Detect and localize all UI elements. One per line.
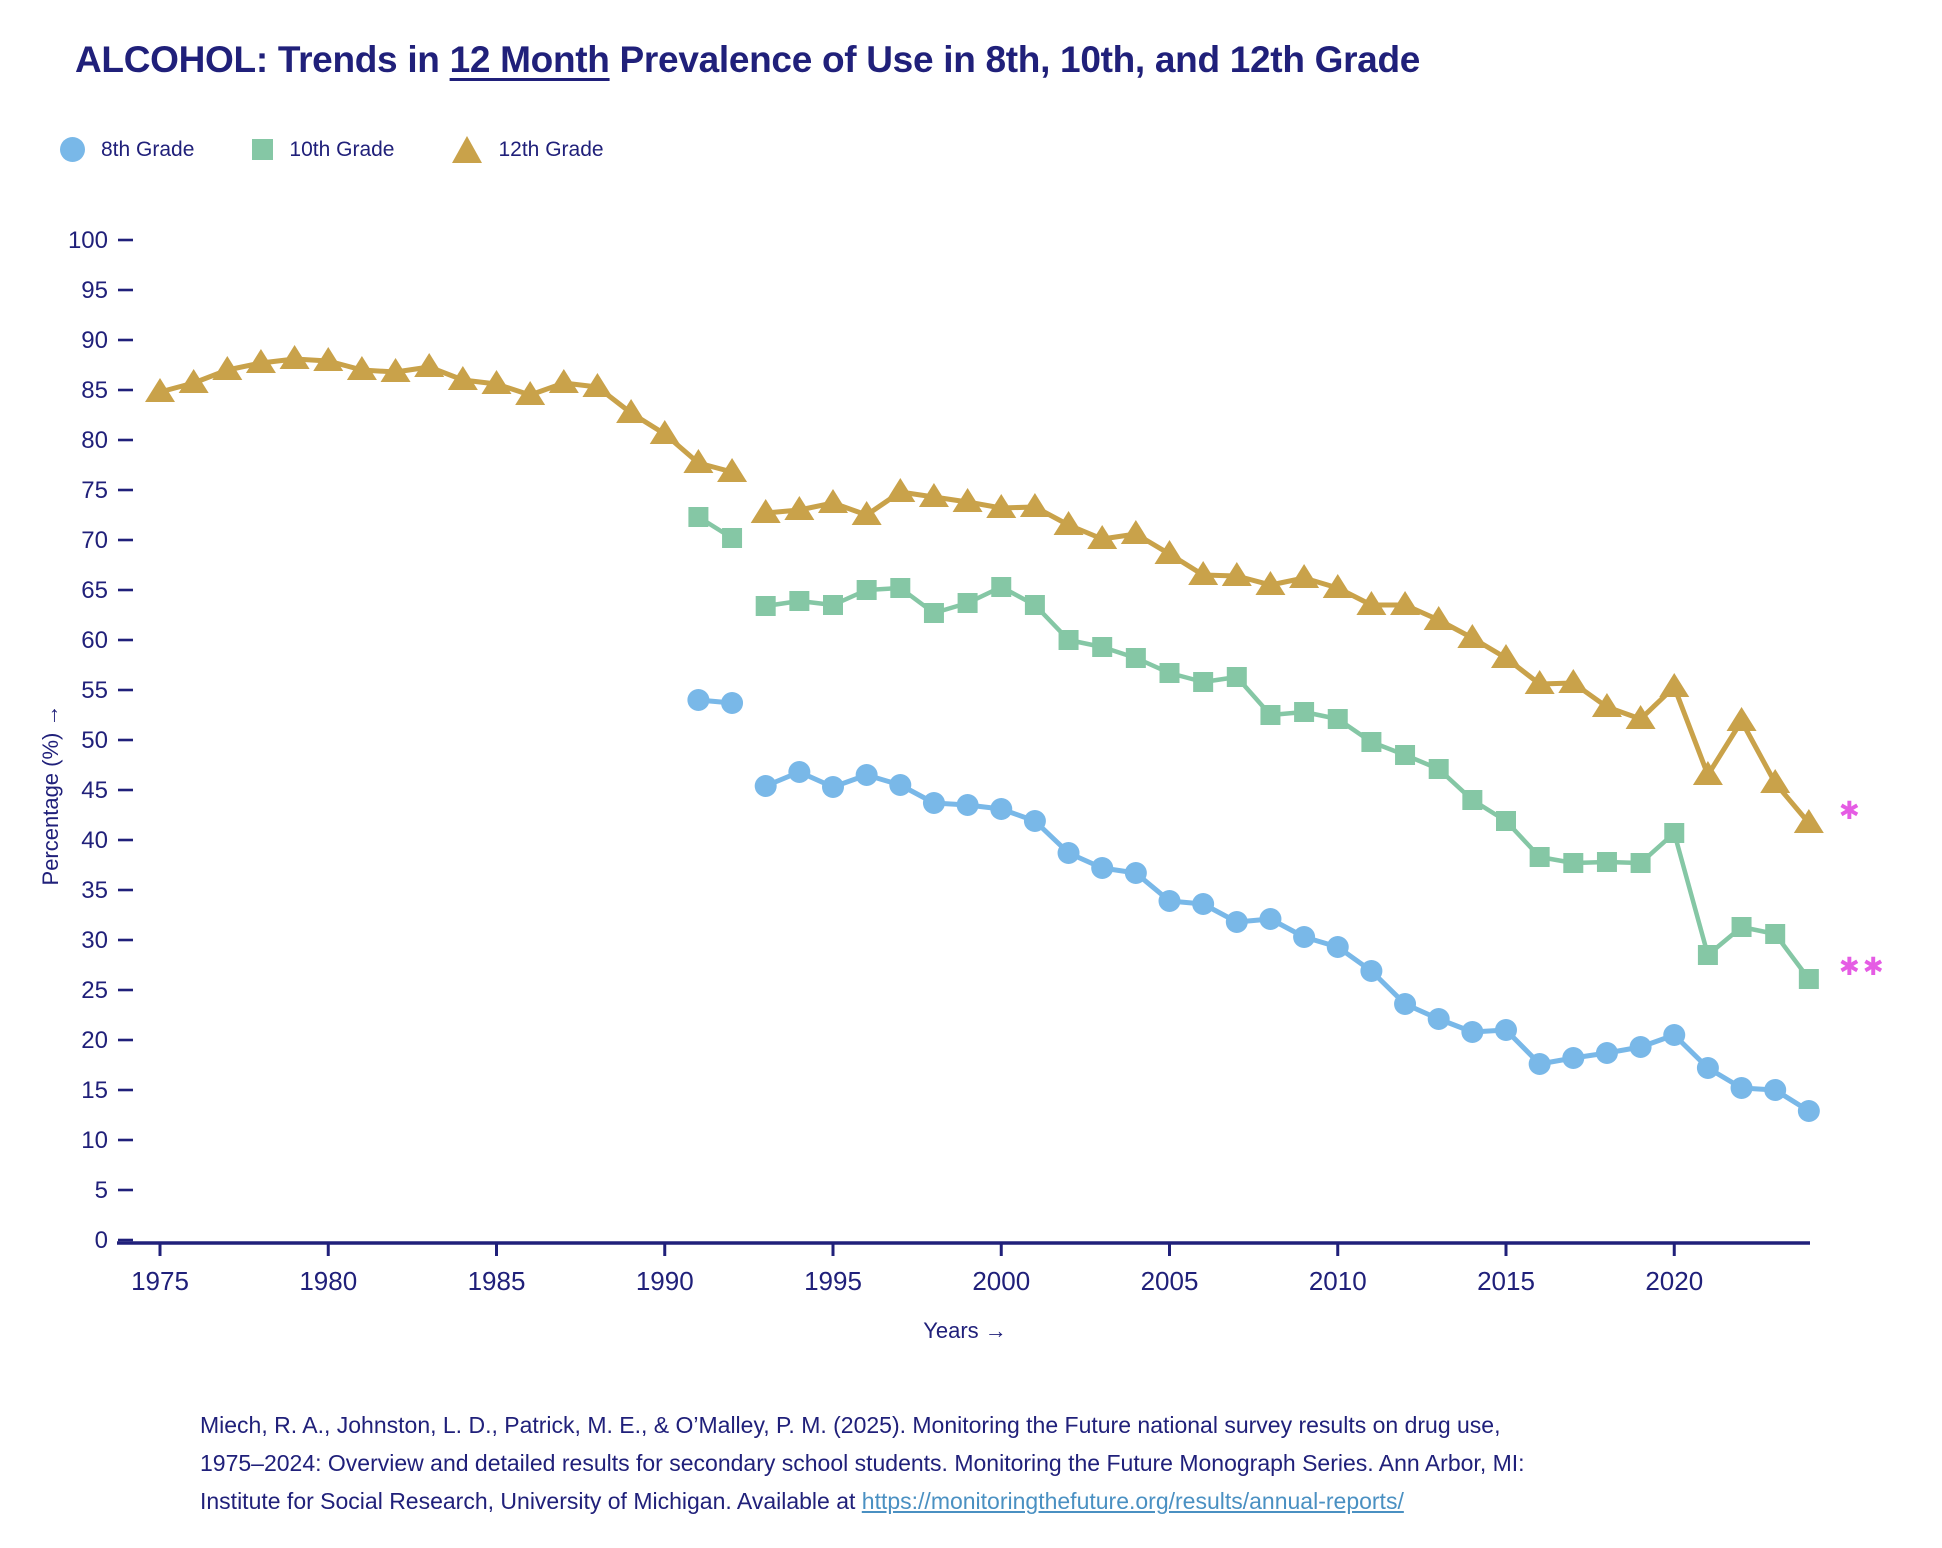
- legend-label-8th-grade: 8th Grade: [101, 137, 195, 161]
- series-8th-grade: [687, 689, 1819, 1122]
- page-title-part1: ALCOHOL: Trends in: [75, 38, 450, 80]
- svg-text:55: 55: [81, 677, 108, 704]
- citation-line-2: 1975–2024: Overview and detailed results for secondary school students. Monitoring the Future Monograph Series. Ann Arbor, MI:: [200, 1450, 1525, 1476]
- x-axis-label: Years →: [923, 1318, 1007, 1343]
- svg-text:25: 25: [81, 977, 108, 1004]
- page-title-part3: Prevalence of Use in 8th, 10th, and 12th Grade: [609, 38, 1421, 80]
- svg-text:75: 75: [81, 477, 108, 504]
- svg-text:2020: 2020: [1645, 1266, 1704, 1296]
- svg-text:100: 100: [67, 227, 108, 254]
- svg-text:1975: 1975: [131, 1266, 189, 1296]
- svg-text:2015: 2015: [1477, 1266, 1535, 1296]
- svg-text:1995: 1995: [804, 1266, 862, 1296]
- footnote-marker: ✱✱: [1838, 952, 1887, 981]
- svg-text:20: 20: [81, 1027, 108, 1054]
- svg-text:45: 45: [81, 777, 108, 804]
- legend-label-12th-grade: 12th Grade: [498, 137, 604, 161]
- svg-text:50: 50: [81, 727, 108, 754]
- svg-text:40: 40: [81, 827, 108, 854]
- svg-text:1980: 1980: [299, 1266, 358, 1296]
- citation: [200, 1406, 1620, 1520]
- svg-text:35: 35: [81, 877, 108, 904]
- svg-text:65: 65: [81, 577, 108, 604]
- citation-line-3: [200, 1482, 1620, 1520]
- svg-text:2005: 2005: [1140, 1266, 1199, 1296]
- svg-text:2000: 2000: [972, 1266, 1031, 1296]
- footnote-marker: ✱: [1838, 796, 1863, 825]
- svg-text:70: 70: [81, 527, 108, 554]
- citation-link[interactable]: https://monitoringthefuture.org/results/annual-reports/: [861, 1488, 1404, 1514]
- svg-text:90: 90: [81, 327, 108, 354]
- legend-label-10th-grade: 10th Grade: [289, 137, 395, 161]
- svg-text:10: 10: [81, 1127, 108, 1154]
- svg-text:2010: 2010: [1308, 1266, 1367, 1296]
- page-title-underlined: 12 Month: [449, 38, 610, 80]
- svg-text:60: 60: [81, 627, 108, 654]
- svg-text:80: 80: [81, 427, 108, 454]
- svg-text:15: 15: [81, 1077, 108, 1104]
- svg-text:5: 5: [94, 1177, 108, 1204]
- svg-text:95: 95: [81, 277, 108, 304]
- svg-text:1990: 1990: [635, 1266, 694, 1296]
- y-axis-label: Percentage (%) →: [38, 704, 63, 886]
- y-axis: [38, 227, 133, 1254]
- svg-text:85: 85: [81, 377, 108, 404]
- svg-text:0: 0: [94, 1227, 108, 1254]
- citation-line-1: Miech, R. A., Johnston, L. D., Patrick, M. E., & O’Malley, P. M. (2025). Monitoring the Future national survey results on drug use,: [200, 1412, 1501, 1438]
- svg-text:30: 30: [81, 927, 108, 954]
- svg-text:1985: 1985: [467, 1266, 526, 1296]
- x-axis: [117, 1243, 1810, 1343]
- citation-line-3-text: Institute for Social Research, University of Michigan. Available at: [200, 1488, 862, 1514]
